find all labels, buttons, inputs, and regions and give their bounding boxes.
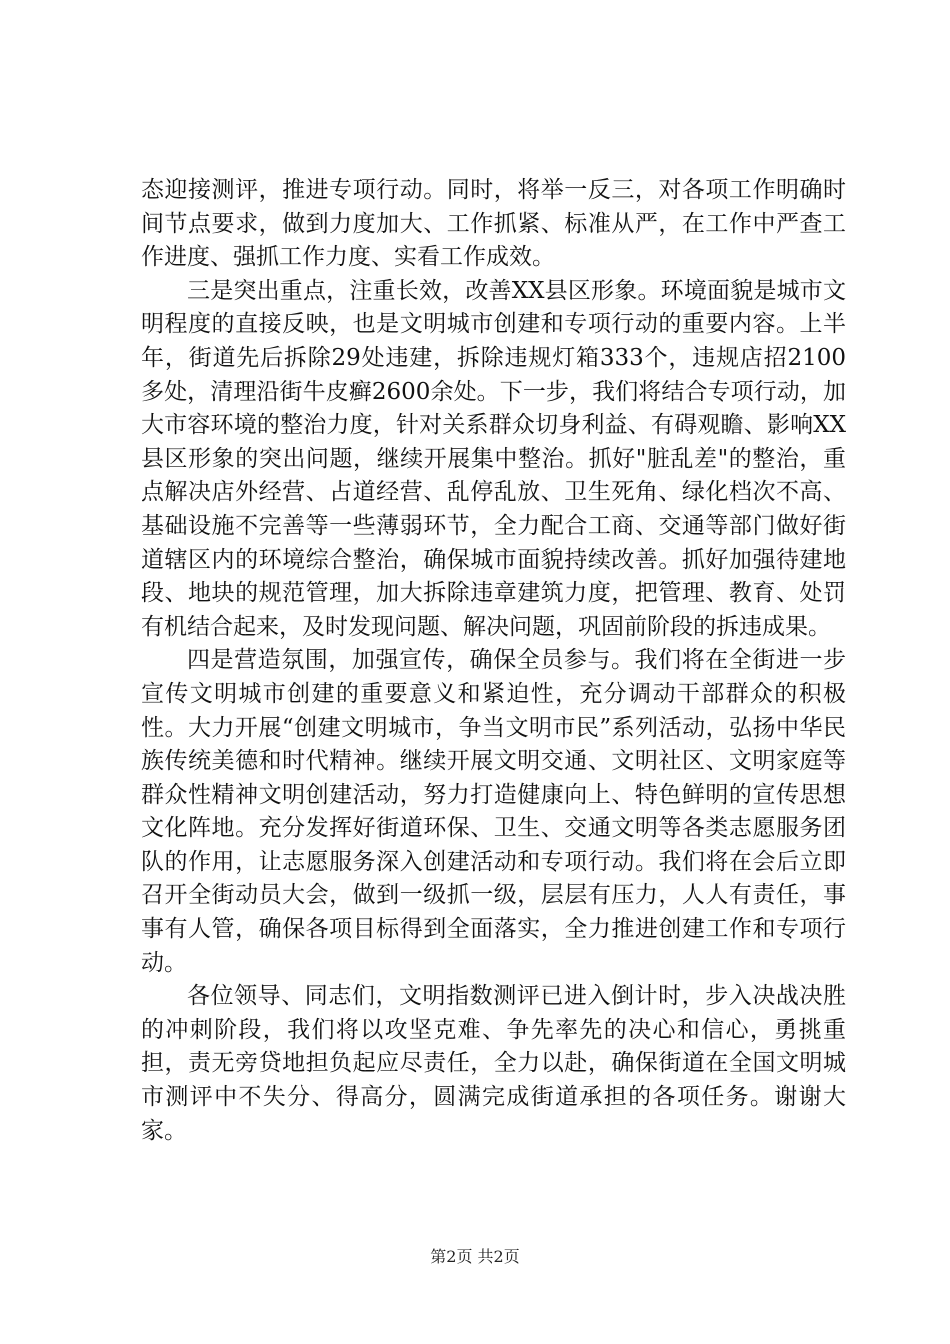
paragraph-continuation: 态迎接测评，推进专项行动。同时，将举一反三，对各项工作明确时间节点要求，做到力度加大、工作抓紧、标准从严，在工作中严查工作进度、强抓工作力度、实看工作成效。 xyxy=(141,177,846,271)
paragraph-point-four: 四是营造氛围，加强宣传，确保全员参与。我们将在全街进一步宣传文明城市创建的重要意义和紧迫性，充分调动干部群众的积极性。大力开展“创建文明城市，争当文明市民”系列活动，弘扬中华民族传统美德和时代精神。继续开展文明交通、文明社区、文明家庭等群众性精神文明创建活动，努力打造健康向上、特色鲜明的宣传思想文化阵地。充分发挥好街道环保、卫生、交通文明等各类志愿服务团队的作用，让志愿服务深入创建活动和专项行动。我们将在会后立即召开全街动员大会，做到一级抓一级，层层有压力，人人有责任，事事有人管，确保各项目标得到全面落实，全力推进创建工作和专项行动。 xyxy=(141,647,846,976)
document-body xyxy=(141,174,846,1148)
page-footer: 第2页 共2页 xyxy=(430,1247,520,1266)
paragraph-point-three: 三是突出重点，注重长效，改善XX县区形象。环境面貌是城市文明程度的直接反映，也是文明城市创建和专项行动的重要内容。上半年，街道先后拆除29处违建，拆除违规灯箱333个，违规店招2100多处，清理沿街牛皮癣2600余处。下一步，我们将结合专项行动，加大市容环境的整治力度，针对关系群众切身利益、有碍观瞻、影响XX县区形象的突出问题，继续开展集中整治。抓好"脏乱差"的整治，重点解决店外经营、占道经营、乱停乱放、卫生死角、绿化档次不高、基础设施不完善等一些薄弱环节，全力配合工商、交通等部门做好街道辖区内的环境综合整治，确保城市面貌持续改善。抓好加强待建地段、地块的规范管理，加大拆除违章建筑力度，把管理、教育、处罚有机结合起来，及时发现问题、解决问题，巩固前阶段的拆违成果。 xyxy=(141,277,846,640)
paragraph-closing: 各位领导、同志们，文明指数测评已进入倒计时，步入决战决胜的冲刺阶段，我们将以攻坚克难、争先率先的决心和信心，勇挑重担，责无旁贷地担负起应尽责任，全力以赴，确保街道在全国文明城市测评中不失分、得高分，圆满完成街道承担的各项任务。谢谢大家。 xyxy=(141,983,846,1144)
